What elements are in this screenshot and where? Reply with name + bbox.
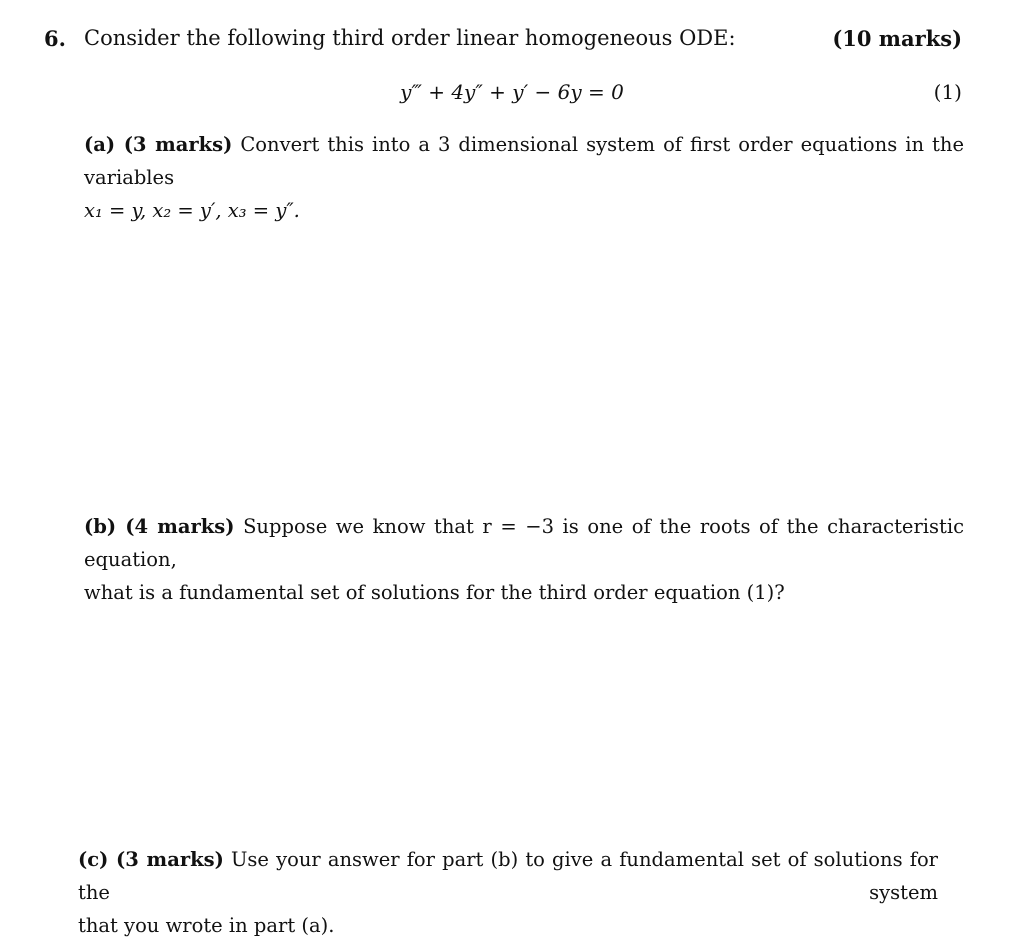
part-c-label: (c) (3 marks) — [78, 848, 224, 871]
part-a-line-1 — [84, 128, 964, 194]
equation-label: (1) — [933, 80, 962, 104]
part-a-text-2: x₁ = y, x₂ = y′, x₃ = y″. — [84, 199, 300, 222]
part-c-text-2: that you wrote in part (a). — [78, 914, 335, 937]
ode-equation: y‴ + 4y″ + y′ − 6y = 0 — [400, 80, 624, 104]
part-c-line-1 — [78, 843, 938, 909]
part-a-text-1: Convert this into a 3 dimensional system of first order equations in the variables — [84, 133, 964, 189]
part-c-text-1: Use your answer for part (b) to give a fundamental set of solutions for the system — [78, 848, 939, 904]
part-b-line-1 — [84, 510, 964, 576]
question-marks: (10 marks) — [832, 26, 962, 51]
part-a-label: (a) (3 marks) — [84, 133, 233, 156]
part-c — [78, 843, 938, 942]
part-b — [84, 510, 964, 609]
part-b-text-2: what is a fundamental set of solutions for the third order equation (1)? — [84, 581, 785, 604]
question-number: 6. — [44, 26, 66, 51]
part-a — [84, 128, 964, 227]
question-intro: Consider the following third order linear homogeneous ODE: — [84, 26, 736, 50]
part-b-label: (b) (4 marks) — [84, 515, 235, 538]
part-b-text-1: Suppose we know that r = −3 is one of the roots of the characteristic equation, — [84, 515, 965, 571]
